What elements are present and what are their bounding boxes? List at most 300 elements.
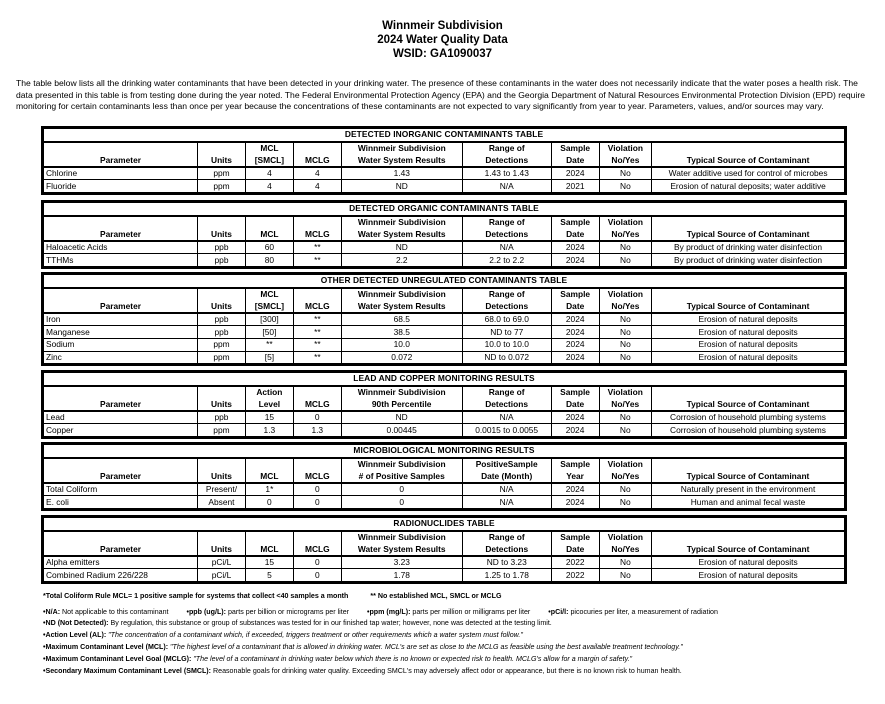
- table-cell: 1.43 to 1.43: [462, 167, 551, 180]
- footnote-mcl: [43, 643, 863, 652]
- header-row: [44, 142, 845, 155]
- column-header: MCL: [245, 228, 293, 241]
- table-cell: 10.0 to 10.0: [462, 338, 551, 351]
- table-cell: No: [599, 326, 651, 339]
- report-header: [0, 19, 885, 61]
- table-cell: Zinc: [44, 351, 198, 364]
- table-cell: 2024: [551, 338, 599, 351]
- header-row: [44, 288, 845, 301]
- column-header: Units: [198, 398, 246, 411]
- table-cell: **: [293, 254, 341, 267]
- column-header: [245, 216, 293, 229]
- table-cell: Erosion of natural deposits: [652, 351, 845, 364]
- footnote-nd-label: •ND (Not Detected):: [43, 619, 109, 627]
- table-cell: ppb: [198, 326, 246, 339]
- footnote-ppm-text: parts per million or milligrams per liter: [410, 608, 531, 616]
- table-grid: [43, 517, 845, 582]
- footnote-mcl-text: "The highest level of a contaminant that is allowed in drinking water. MCL's are set as close to the MCLG as feasible using the best available treatment technology.": [168, 643, 683, 651]
- table-cell: 2024: [551, 411, 599, 424]
- table-cell: 2024: [551, 496, 599, 509]
- contaminant-table: [41, 126, 847, 195]
- table-cell: 15: [245, 411, 293, 424]
- column-header: Sample: [551, 531, 599, 544]
- header-row: [44, 398, 845, 411]
- table-grid: [43, 444, 845, 509]
- table-cell: 80: [245, 254, 293, 267]
- table-cell: 0: [341, 483, 462, 496]
- table-cell: 2024: [551, 254, 599, 267]
- table-cell: 0.00445: [341, 424, 462, 437]
- table-row: [44, 424, 845, 437]
- table-cell: **: [293, 351, 341, 364]
- table-cell: 1.3: [293, 424, 341, 437]
- table-cell: 0: [293, 496, 341, 509]
- column-header: Typical Source of Contaminant: [652, 300, 845, 313]
- intro-paragraph: The table below lists all the drinking water contaminants that have been detected in your drinking water. The presence of these contaminants in the water does not necessarily indicate that the water poses a health risk. The data presented in this table is from testing done during the year noted. The Federal Environmental Protection Agency (EPA) and the Georgia Department of Natural Resources Environmental Protection Division (EPD) require monitoring for certain contaminants less than once per year because the concentrations of these contaminants are not expected to vary significantly from year to year. Parameters, values, and/or sources may vary.: [16, 78, 865, 111]
- table-row: [44, 411, 845, 424]
- column-header: 90th Percentile: [341, 398, 462, 411]
- table-cell: No: [599, 411, 651, 424]
- table-title: DETECTED ORGANIC CONTAMINANTS TABLE: [44, 203, 845, 216]
- column-header: [198, 531, 246, 544]
- table-title: OTHER DETECTED UNREGULATED CONTAMINANTS TABLE: [44, 275, 845, 288]
- column-header: No/Yes: [599, 398, 651, 411]
- footnote-mclg-text: "The level of a contaminant in drinking water below which there is no known or expected risk to health. MCLG's allow for a margin of safety.": [191, 655, 633, 663]
- column-header: [651, 386, 844, 399]
- footnote-na-text: Not applicable to this contaminant: [60, 608, 169, 616]
- column-header: Parameter: [44, 300, 198, 313]
- column-header: Range of: [462, 216, 551, 229]
- table-cell: Sodium: [44, 338, 198, 351]
- column-header: Parameter: [44, 470, 198, 483]
- column-header: Date: [551, 154, 599, 167]
- table-row: [44, 556, 845, 569]
- table-cell: **: [293, 241, 341, 254]
- table-cell: 4: [293, 180, 341, 193]
- table-cell: 2024: [551, 313, 599, 326]
- table-cell: 2022: [551, 569, 599, 582]
- contaminant-table: [41, 370, 847, 439]
- table-cell: ND: [341, 411, 462, 424]
- table-cell: **: [293, 313, 341, 326]
- table-cell: Copper: [44, 424, 198, 437]
- header-row: [44, 386, 845, 399]
- footnote-smcl-text: Reasonable goals for drinking water quality. Exceeding SMCL's may adversely affect odor or appearance, but there is no known risk to human health.: [211, 667, 682, 675]
- table-cell: 2024: [551, 351, 599, 364]
- table-row: [44, 351, 845, 364]
- table-cell: ppm: [198, 424, 246, 437]
- column-header: [44, 216, 198, 229]
- column-header: Units: [198, 300, 246, 313]
- column-header: MCLG: [293, 300, 341, 313]
- header-row: [44, 300, 845, 313]
- report-subtitle: 2024 Water Quality Data: [377, 34, 508, 46]
- column-header: Detections: [462, 228, 551, 241]
- table-cell: Chlorine: [44, 167, 198, 180]
- column-header: Violation: [599, 142, 651, 155]
- table-cell: No: [599, 424, 651, 437]
- column-header: Winnmeir Subdivision: [341, 386, 462, 399]
- table-cell: 3.23: [341, 556, 462, 569]
- table-cell: No: [599, 351, 651, 364]
- table-cell: 1*: [245, 483, 293, 496]
- column-header: [44, 531, 198, 544]
- contaminant-table: [41, 515, 847, 584]
- table-cell: Combined Radium 226/228: [44, 569, 198, 582]
- table-cell: No: [599, 483, 651, 496]
- table-cell: No: [599, 556, 651, 569]
- column-header: [SMCL]: [245, 154, 293, 167]
- column-header: MCLG: [293, 398, 341, 411]
- table-cell: **: [293, 326, 341, 339]
- table-cell: ND: [341, 241, 462, 254]
- table-cell: ND to 0.072: [462, 351, 551, 364]
- table-cell: Iron: [44, 313, 198, 326]
- table-cell: No: [599, 254, 651, 267]
- column-header: Units: [198, 154, 246, 167]
- table-grid: [43, 202, 845, 267]
- contaminant-table: [41, 272, 847, 366]
- table-cell: Naturally present in the environment: [652, 483, 845, 496]
- footnote-mclg-label: •Maximum Contaminant Level Goal (MCLG):: [43, 655, 192, 663]
- table-cell: No: [599, 338, 651, 351]
- table-cell: N/A: [462, 411, 551, 424]
- table-cell: No: [599, 167, 651, 180]
- table-cell: 4: [245, 180, 293, 193]
- table-cell: 4: [293, 167, 341, 180]
- footnote-nd-text: By regulation, this substance or group of substances was tested for in our finished tap water; however, none was detected at the testing limit.: [108, 619, 552, 627]
- table-cell: N/A: [462, 483, 551, 496]
- column-header: Water System Results: [341, 300, 462, 313]
- column-header: Sample: [551, 288, 599, 301]
- column-header: [44, 458, 198, 471]
- table-cell: ND: [341, 180, 462, 193]
- table-cell: Haloacetic Acids: [44, 241, 198, 254]
- table-cell: No: [599, 313, 651, 326]
- column-header: Parameter: [44, 228, 198, 241]
- table-cell: 1.25 to 1.78: [462, 569, 551, 582]
- table-cell: **: [245, 338, 293, 351]
- table-cell: **: [293, 338, 341, 351]
- table-cell: ppb: [198, 241, 246, 254]
- header-row: [44, 470, 845, 483]
- table-cell: 4: [245, 167, 293, 180]
- footnote-pci-label: •pCi/l:: [548, 608, 569, 616]
- column-header: Sample: [551, 216, 599, 229]
- header-row: [44, 458, 845, 471]
- column-header: Detections: [462, 398, 551, 411]
- column-header: Winnmeir Subdivision: [341, 458, 462, 471]
- table-cell: Erosion of natural deposits: [652, 569, 845, 582]
- table-cell: Absent: [198, 496, 246, 509]
- column-header: Units: [198, 228, 246, 241]
- column-header: MCLG: [293, 154, 341, 167]
- column-header: Violation: [599, 458, 651, 471]
- column-header: Parameter: [44, 154, 198, 167]
- table-cell: Erosion of natural deposits: [652, 313, 845, 326]
- column-header: Winnmeir Subdivision: [341, 531, 462, 544]
- column-header: [293, 288, 341, 301]
- column-header: [198, 216, 246, 229]
- table-cell: TTHMs: [44, 254, 198, 267]
- column-header: MCL: [245, 288, 293, 301]
- table-cell: N/A: [462, 496, 551, 509]
- footnote-smcl: [43, 667, 863, 676]
- table-cell: Erosion of natural deposits: [652, 326, 845, 339]
- footnote-al-label: •Action Level (AL):: [43, 631, 107, 639]
- column-header: [245, 458, 293, 471]
- column-header: [293, 531, 341, 544]
- column-header: [44, 288, 198, 301]
- column-header: Sample: [551, 386, 599, 399]
- column-header: Typical Source of Contaminant: [652, 470, 845, 483]
- table-cell: Alpha emitters: [44, 556, 198, 569]
- table-cell: Human and animal fecal waste: [652, 496, 845, 509]
- column-header: Units: [198, 543, 246, 556]
- column-header: [44, 142, 198, 155]
- column-header: MCL: [245, 470, 293, 483]
- table-cell: 2024: [551, 326, 599, 339]
- column-header: MCLG: [293, 543, 341, 556]
- table-title: LEAD AND COPPER MONITORING RESULTS: [44, 373, 845, 386]
- table-cell: Erosion of natural deposits: [652, 556, 845, 569]
- report-title: Winnmeir Subdivision: [382, 20, 503, 32]
- table-cell: N/A: [462, 241, 551, 254]
- table-cell: 38.5: [341, 326, 462, 339]
- table-cell: 2022: [551, 556, 599, 569]
- column-header: [44, 386, 198, 399]
- table-cell: 0: [293, 556, 341, 569]
- footnote-coliform-rule: *Total Coliform Rule MCL= 1 positive sample for systems that collect <40 samples a month: [43, 592, 349, 600]
- table-row: [44, 254, 845, 267]
- table-cell: 0: [341, 496, 462, 509]
- column-header: Units: [198, 470, 246, 483]
- column-header: [652, 458, 845, 471]
- table-cell: 0.0015 to 0.0055: [462, 424, 551, 437]
- column-header: Typical Source of Contaminant: [652, 543, 845, 556]
- table-cell: 2.2 to 2.2: [462, 254, 551, 267]
- header-row: [44, 228, 845, 241]
- table-title: RADIONUCLIDES TABLE: [44, 518, 845, 531]
- column-header: [293, 386, 341, 399]
- table-row: [44, 180, 845, 193]
- table-cell: 5: [245, 569, 293, 582]
- column-header: [198, 386, 246, 399]
- column-header: PositiveSample: [462, 458, 551, 471]
- table-cell: Erosion of natural deposits; water additive: [652, 180, 845, 193]
- table-cell: 68.5: [341, 313, 462, 326]
- report-wsid: WSID: GA1090037: [392, 48, 493, 60]
- column-header: Range of: [462, 531, 551, 544]
- table-cell: 68.0 to 69.0: [462, 313, 551, 326]
- table-cell: 2.2: [341, 254, 462, 267]
- header-row: [44, 531, 845, 544]
- table-cell: 0.072: [341, 351, 462, 364]
- column-header: Winnmeir Subdivision: [341, 288, 462, 301]
- table-cell: 0: [293, 483, 341, 496]
- column-header: Parameter: [44, 543, 198, 556]
- column-header: Sample: [551, 458, 599, 471]
- table-cell: ND to 77: [462, 326, 551, 339]
- table-cell: [50]: [245, 326, 293, 339]
- column-header: Typical Source of Contaminant: [651, 398, 844, 411]
- table-cell: 2024: [551, 241, 599, 254]
- column-header: No/Yes: [599, 228, 651, 241]
- column-header: [652, 142, 845, 155]
- table-cell: No: [599, 496, 651, 509]
- table-row: [44, 569, 845, 582]
- table-row: [44, 338, 845, 351]
- table-cell: Present/: [198, 483, 246, 496]
- table-cell: Corrosion of household plumbing systems: [651, 411, 844, 424]
- footnote-ppb-text: parts per billion or micrograms per liter: [226, 608, 349, 616]
- column-header: Range of: [462, 386, 551, 399]
- column-header: [SMCL]: [245, 300, 293, 313]
- column-header: Date: [551, 228, 599, 241]
- table-cell: 1.43: [341, 167, 462, 180]
- column-header: MCL: [245, 543, 293, 556]
- column-header: Parameter: [44, 398, 198, 411]
- footnote-nd: [43, 619, 863, 628]
- footnote-ppm-label: •ppm (mg/L):: [366, 608, 411, 616]
- footnote-units: [43, 608, 863, 617]
- table-cell: 0: [245, 496, 293, 509]
- header-row: [44, 216, 845, 229]
- table-row: [44, 496, 845, 509]
- table-cell: No: [599, 241, 651, 254]
- footnote-na-label: •N/A:: [43, 608, 61, 616]
- contaminant-table: [41, 200, 847, 269]
- column-header: No/Yes: [599, 300, 651, 313]
- column-header: Year: [551, 470, 599, 483]
- column-header: No/Yes: [599, 470, 651, 483]
- table-cell: No: [599, 180, 651, 193]
- table-cell: ppm: [198, 180, 246, 193]
- table-cell: By product of drinking water disinfection: [652, 241, 845, 254]
- table-grid: [43, 372, 845, 437]
- column-header: Violation: [599, 386, 651, 399]
- column-header: [198, 458, 246, 471]
- table-cell: pCi/L: [198, 556, 246, 569]
- header-row: [44, 154, 845, 167]
- column-header: Typical Source of Contaminant: [652, 228, 845, 241]
- footnote-ppb-label: •ppb (ug/L):: [186, 608, 226, 616]
- table-cell: ppm: [198, 167, 246, 180]
- column-header: Level: [245, 398, 293, 411]
- column-header: Violation: [599, 216, 651, 229]
- column-header: [652, 288, 845, 301]
- table-cell: 1.78: [341, 569, 462, 582]
- column-header: [293, 142, 341, 155]
- column-header: Water System Results: [341, 228, 462, 241]
- table-cell: ppm: [198, 338, 246, 351]
- column-header: [245, 531, 293, 544]
- table-row: [44, 167, 845, 180]
- column-header: MCLG: [293, 228, 341, 241]
- table-cell: Corrosion of household plumbing systems: [651, 424, 844, 437]
- table-cell: ppm: [198, 351, 246, 364]
- table-row: [44, 483, 845, 496]
- table-cell: ppb: [198, 313, 246, 326]
- footnote-no-mcl: ** No established MCL, SMCL or MCLG: [370, 592, 502, 600]
- column-header: MCL: [245, 142, 293, 155]
- column-header: Detections: [462, 300, 551, 313]
- table-cell: Erosion of natural deposits: [652, 338, 845, 351]
- column-header: Range of: [462, 288, 551, 301]
- column-header: MCLG: [293, 470, 341, 483]
- column-header: [198, 288, 246, 301]
- column-header: Date (Month): [462, 470, 551, 483]
- footnote-mcl-label: •Maximum Contaminant Level (MCL):: [43, 643, 169, 651]
- table-row: [44, 241, 845, 254]
- table-cell: 15: [245, 556, 293, 569]
- table-cell: N/A: [462, 180, 551, 193]
- table-cell: Manganese: [44, 326, 198, 339]
- table-cell: No: [599, 569, 651, 582]
- table-grid: [43, 274, 845, 364]
- column-header: Water System Results: [341, 154, 462, 167]
- column-header: Date: [551, 398, 599, 411]
- contaminant-table: [41, 442, 847, 511]
- column-header: [652, 531, 845, 544]
- column-header: Water System Results: [341, 543, 462, 556]
- table-cell: Lead: [44, 411, 198, 424]
- column-header: Detections: [462, 543, 551, 556]
- table-cell: ppb: [198, 411, 246, 424]
- header-row: [44, 543, 845, 556]
- table-cell: 2024: [551, 424, 599, 437]
- footnote-mclg: [43, 655, 863, 664]
- footnote-rules: [43, 592, 863, 601]
- table-cell: ppb: [198, 254, 246, 267]
- footnote-smcl-label: •Secondary Maximum Contaminant Level (SMCL):: [43, 667, 212, 675]
- column-header: Typical Source of Contaminant: [652, 154, 845, 167]
- column-header: # of Positive Samples: [341, 470, 462, 483]
- table-cell: 2024: [551, 483, 599, 496]
- table-cell: [300]: [245, 313, 293, 326]
- column-header: Range of: [462, 142, 551, 155]
- table-cell: E. coli: [44, 496, 198, 509]
- table-row: [44, 313, 845, 326]
- column-header: Violation: [599, 288, 651, 301]
- footnote-al-text: "The concentration of a contaminant which, if exceeded, triggers treatment or other requirements which a water system must follow.": [106, 631, 523, 639]
- table-cell: 60: [245, 241, 293, 254]
- table-cell: 10.0: [341, 338, 462, 351]
- column-header: Detections: [462, 154, 551, 167]
- table-cell: 1.3: [245, 424, 293, 437]
- column-header: [198, 142, 246, 155]
- column-header: No/Yes: [599, 154, 651, 167]
- column-header: Date: [551, 300, 599, 313]
- table-cell: By product of drinking water disinfection: [652, 254, 845, 267]
- column-header: Winnmeir Subdivision: [341, 142, 462, 155]
- column-header: Winnmeir Subdivision: [341, 216, 462, 229]
- table-cell: pCi/L: [198, 569, 246, 582]
- table-title: MICROBIOLOGICAL MONITORING RESULTS: [44, 445, 845, 458]
- table-cell: 0: [293, 569, 341, 582]
- column-header: [293, 216, 341, 229]
- column-header: No/Yes: [599, 543, 651, 556]
- column-header: [652, 216, 845, 229]
- column-header: Violation: [599, 531, 651, 544]
- table-cell: Water additive used for control of microbes: [652, 167, 845, 180]
- table-cell: Total Coliform: [44, 483, 198, 496]
- table-cell: 2021: [551, 180, 599, 193]
- column-header: Action: [245, 386, 293, 399]
- column-header: Sample: [551, 142, 599, 155]
- table-cell: [5]: [245, 351, 293, 364]
- table-cell: Fluoride: [44, 180, 198, 193]
